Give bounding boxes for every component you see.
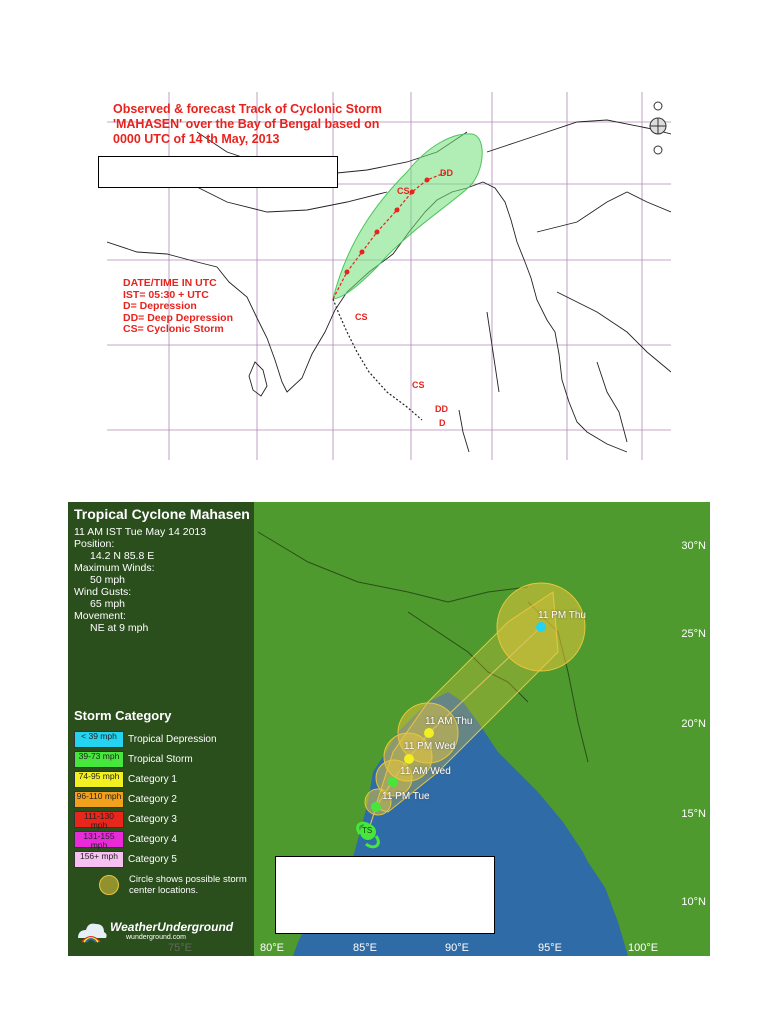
redaction-box-top	[98, 156, 338, 188]
weather-underground-logo	[74, 916, 252, 946]
forecast-label-wed-pm: 11 PM Wed	[404, 741, 456, 752]
lat-label-20n: 20°N	[681, 718, 706, 730]
category-swatch: 39-73 mph	[74, 751, 124, 768]
track-label-d-low: D	[439, 418, 446, 428]
position-label: Position:	[74, 538, 115, 550]
wu-tracking-map	[68, 502, 710, 956]
forecast-point-thu-am	[424, 728, 434, 738]
lat-label-10n: 10°N	[681, 896, 706, 908]
storm-details	[74, 526, 206, 634]
forecast-point-wed-am	[388, 777, 398, 787]
possible-location-circle-icon	[99, 875, 119, 895]
imd-legend: DATE/TIME IN UTC IST= 05:30 + UTC D= Depression DD= Deep Depression CS= Cyclonic Storm	[123, 277, 233, 335]
lat-label-25n: 25°N	[681, 628, 706, 640]
storm-title: Tropical Cyclone Mahasen	[74, 506, 250, 522]
imd-track-map	[107, 92, 671, 460]
category-swatch: 111-130 mph	[74, 811, 124, 828]
movement-label: Movement:	[74, 610, 126, 622]
track-label-dd-top: DD	[440, 168, 453, 178]
storm-info-panel	[68, 502, 254, 956]
track-label-dd-low: DD	[435, 404, 448, 414]
category-swatch: 96-110 mph	[74, 791, 124, 808]
category-name: Tropical Depression	[128, 734, 217, 745]
forecast-point-wed-pm	[404, 754, 414, 764]
lon-label-85e: 85°E	[353, 942, 377, 954]
forecast-point-tue-pm	[371, 802, 381, 812]
category-swatch: 74-95 mph	[74, 771, 124, 788]
category-name: Category 4	[128, 834, 177, 845]
forecast-point-thu-pm	[536, 622, 546, 632]
track-label-cs-upper: CS	[397, 186, 410, 196]
position-value: 14.2 N 85.8 E	[90, 550, 155, 562]
logo-subtext: wunderground.com	[126, 934, 186, 941]
gusts-value: 65 mph	[90, 598, 126, 610]
lon-label-95e: 95°E	[538, 942, 562, 954]
redaction-box-bottom	[275, 856, 495, 934]
forecast-label-tue-pm: 11 PM Tue	[382, 791, 430, 802]
lat-label-15n: 15°N	[681, 808, 706, 820]
lon-label-80e: 80°E	[260, 942, 284, 954]
category-swatch: 156+ mph	[74, 851, 124, 868]
current-marker-label: TS	[362, 826, 373, 835]
gusts-label: Wind Gusts:	[74, 586, 132, 598]
track-label-cs-mid: CS	[355, 312, 368, 322]
imd-forecast-cone	[333, 134, 482, 299]
max-winds-value: 50 mph	[90, 574, 126, 586]
lat-label-30n: 30°N	[681, 540, 706, 552]
max-winds-label: Maximum Winds:	[74, 562, 155, 574]
forecast-label-wed-am: 11 AM Wed	[400, 766, 451, 777]
zoom-controls-icon[interactable]	[647, 100, 669, 160]
cloud-rainbow-icon	[74, 918, 108, 944]
category-name: Category 2	[128, 794, 177, 805]
category-name: Tropical Storm	[128, 754, 193, 765]
storm-category-title: Storm Category	[74, 708, 172, 723]
track-label-cs-low: CS	[412, 380, 425, 390]
imd-map-graphic	[107, 92, 671, 460]
forecast-label-thu-am: 11 AM Thu	[425, 716, 473, 727]
category-name: Category 1	[128, 774, 177, 785]
movement-value: NE at 9 mph	[90, 622, 149, 634]
lon-label-90e: 90°E	[445, 942, 469, 954]
lon-label-100e: 100°E	[628, 942, 659, 954]
storm-datetime: 11 AM IST Tue May 14 2013	[74, 526, 207, 538]
category-swatch: 131-155 mph	[74, 831, 124, 848]
imd-title: Observed & forecast Track of Cyclonic Storm 'MAHASEN' over the Bay of Bengal based on 0000 UTC of 14 th May, 2013	[113, 102, 382, 146]
category-swatch: < 39 mph	[74, 731, 124, 748]
circle-note: Circle shows possible storm center locations.	[129, 874, 247, 896]
category-name: Category 5	[128, 854, 177, 865]
forecast-label-thu-pm: 11 PM Thu	[538, 610, 586, 621]
logo-text: WeatherUnderground	[110, 920, 234, 934]
category-name: Category 3	[128, 814, 177, 825]
